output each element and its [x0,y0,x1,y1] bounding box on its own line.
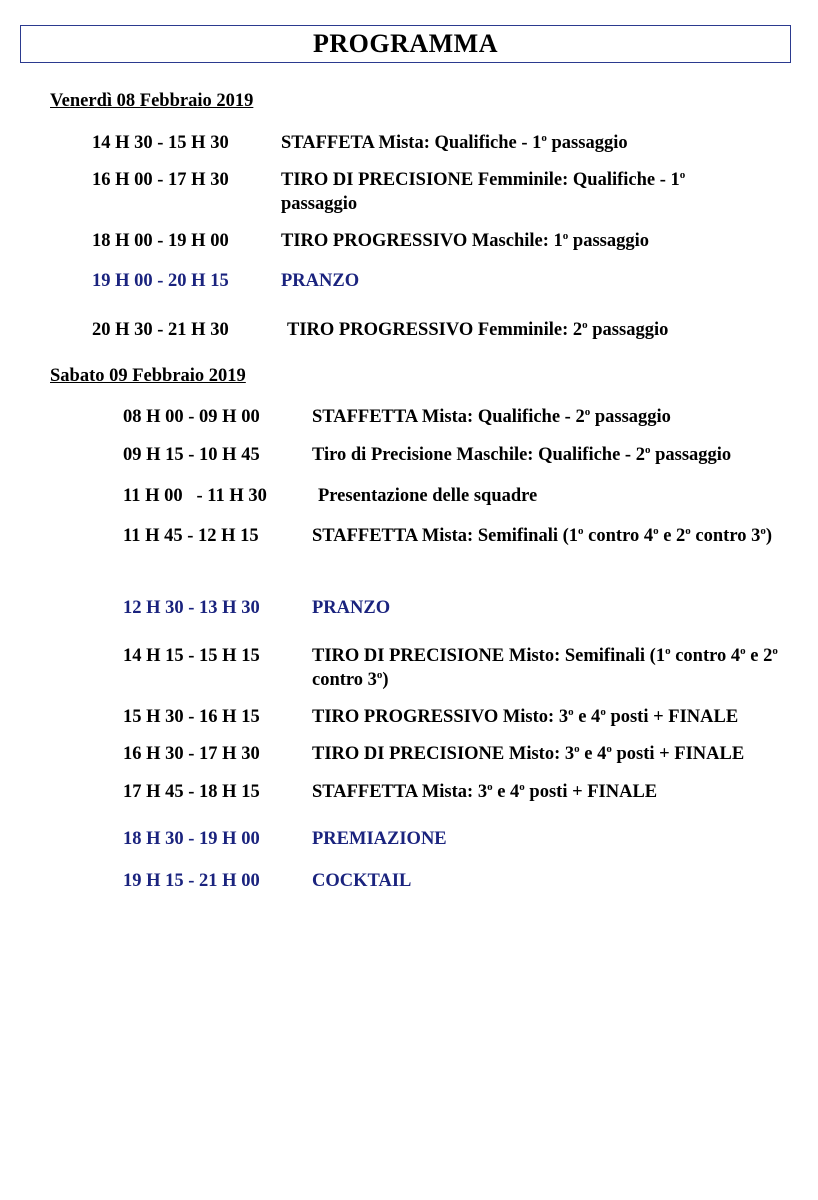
page-title: PROGRAMMA [312,29,498,58]
schedule-event: TIRO PROGRESSIVO Misto: 3$^o$ e 4$^o$ posti + FINALE [312,706,739,727]
schedule-event: PRANZO [312,598,391,618]
schedule-event: TIRO DI PRECISIONE Misto: Semifinali (1$^o$ contro 4$^o$ e 2$^o$ contro 3$^o$) [312,645,778,690]
schedule-time: 11 H 45 - 12 H 15 [123,526,259,546]
schedule-time: 14 H 30 - 15 H 30 [92,133,229,153]
schedule-time: 09 H 15 - 10 H 45 [123,445,260,465]
schedule-time: 20 H 30 - 21 H 30 [92,320,229,340]
title-box [20,25,791,63]
schedule-time: 16 H 00 - 17 H 30 [92,170,229,190]
schedule-event: COCKTAIL [312,871,412,891]
schedule-time: 18 H 00 - 19 H 00 [92,231,229,251]
schedule-event: PREMIAZIONE [312,829,447,849]
schedule-event: Tiro di Precisione Maschile: Qualifiche - 2$^o$ passaggio [312,444,732,465]
day-header: Venerdì 08 Febbraio 2019 [50,91,254,111]
schedule-time: 16 H 30 - 17 H 30 [123,744,260,764]
schedule-time: 19 H 00 - 20 H 15 [92,271,229,291]
schedule-event: STAFFETTA Mista: Semifinali (1$^o$ contro 4$^o$ e 2$^o$ contro 3$^o$) [312,525,773,546]
schedule-event: PRANZO [281,271,360,291]
schedule-event: TIRO PROGRESSIVO Femminile: 2$^o$ passaggio [287,319,669,340]
schedule-event: TIRO DI PRECISIONE Femminile: Qualifiche - 1$^o$ passaggio [281,169,686,214]
schedule-time: 12 H 30 - 13 H 30 [123,598,260,618]
schedule-event: STAFFETTA Mista: Qualifiche - 2$^o$ passaggio [312,406,671,427]
schedule-event: STAFFETA Mista: Qualifiche - 1$^o$ passaggio [281,132,628,153]
schedule-time: 15 H 30 - 16 H 15 [123,707,260,727]
schedule-time: 19 H 15 - 21 H 00 [123,871,260,891]
schedule-time: 18 H 30 - 19 H 00 [123,829,260,849]
day-header: Sabato 09 Febbraio 2019 [50,366,246,386]
schedule-event: TIRO DI PRECISIONE Misto: 3$^o$ e 4$^o$ posti + FINALE [312,743,745,764]
schedule-time: 11 H 00 - 11 H 30 [123,486,267,506]
schedule-time: 17 H 45 - 18 H 15 [123,782,260,802]
schedule-event: Presentazione delle squadre [318,486,538,506]
schedule-time: 08 H 00 - 09 H 00 [123,407,260,427]
schedule-event: TIRO PROGRESSIVO Maschile: 1$^o$ passaggio [281,230,649,251]
schedule-time: 14 H 15 - 15 H 15 [123,646,260,666]
schedule-event: STAFFETTA Mista: 3$^o$ e 4$^o$ posti + FINALE [312,781,658,802]
